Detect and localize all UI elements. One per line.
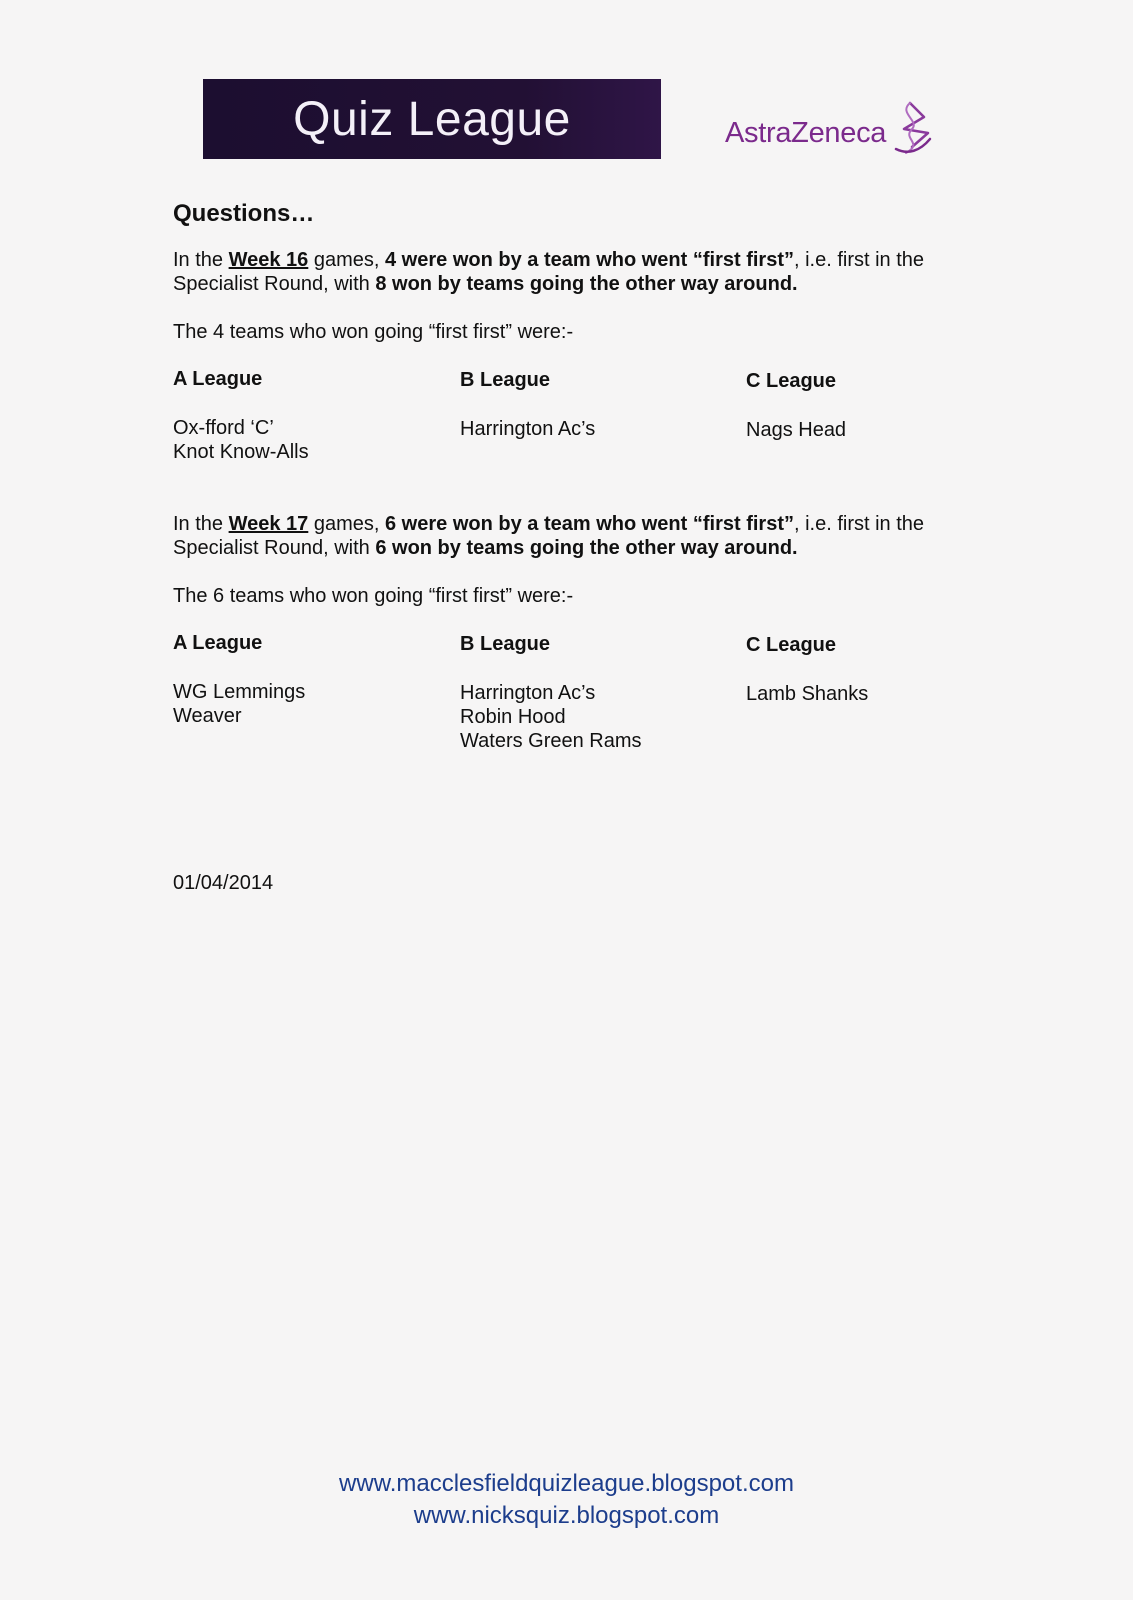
list-item: Robin Hood [460,706,566,728]
week-label: Week 17 [228,513,309,535]
list-item: Nags Head [746,419,847,441]
week16-c-league-teams [746,418,846,442]
week-label: Week 16 [228,249,309,271]
astrazeneca-logo [725,98,936,158]
week16-summary [173,248,973,296]
astrazeneca-mark-icon [890,99,936,157]
text: games, [308,513,385,535]
list-item: Lamb Shanks [746,683,869,705]
bold-text: 6 were won by a team who went “first first” [385,513,794,535]
week16-intro: The 4 teams who won going “first first” were:- [173,321,574,343]
week17-c-league-teams [746,682,868,706]
text: games, [308,249,385,271]
quiz-league-banner [203,79,661,159]
week17-intro: The 6 teams who won going “first first” were:- [173,585,574,607]
bold-text: 8 won by teams going the other way around. [375,273,798,295]
week17-summary [173,512,973,560]
logo-text: AstraZeneca [725,116,887,149]
week16-a-league-teams [173,416,309,464]
list-item: WG Lemmings [173,681,306,703]
week17-a-league-heading: A League [173,632,263,654]
footer-link-nicksquiz[interactable]: www.nicksquiz.blogspot.com [413,1502,720,1529]
text: In the [173,513,229,535]
week17-a-league-teams [173,680,305,728]
bold-text: 4 were won by a team who went “first first” [385,249,794,271]
week16-a-league-heading: A League [173,368,263,390]
page-title: Questions… [173,200,315,227]
footer-link-macclesfield[interactable]: www.macclesfieldquizleague.blogspot.com [339,1470,794,1497]
text: , i.e. first in the Specialist Round, with [173,249,925,295]
week17-c-league-heading: C League [746,634,837,656]
document-date: 01/04/2014 [173,872,274,894]
week16-b-league-heading: B League [460,369,551,391]
footer-links [0,1468,1133,1532]
list-item: Knot Know-Alls [173,441,309,463]
week16-b-league-teams [460,417,595,441]
bold-text: 6 won by teams going the other way around. [375,537,798,559]
week16-c-league-heading: C League [746,370,837,392]
banner-title: Quiz League [293,92,571,146]
list-item: Ox-fford ‘C’ [173,417,274,439]
list-item: Waters Green Rams [460,730,642,752]
week17-b-league-heading: B League [460,633,551,655]
list-item: Harrington Ac’s [460,418,596,440]
list-item: Weaver [173,705,242,727]
text: In the [173,249,229,271]
text: , i.e. first in the Specialist Round, with [173,513,925,559]
week17-b-league-teams [460,681,642,753]
list-item: Harrington Ac’s [460,682,596,704]
